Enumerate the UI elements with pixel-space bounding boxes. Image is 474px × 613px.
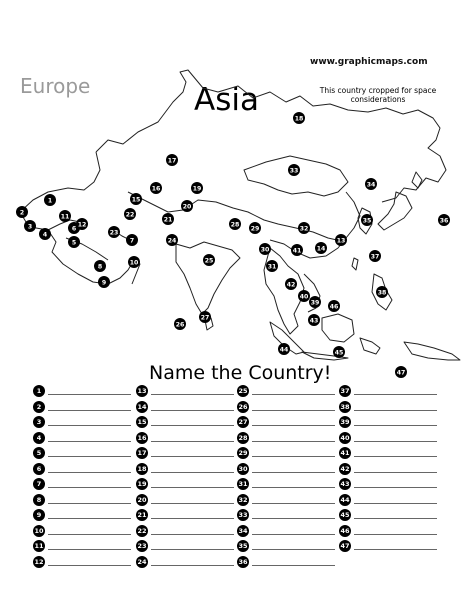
answer-line[interactable] xyxy=(252,518,335,519)
answer-line[interactable] xyxy=(151,534,234,535)
number-badge: 8 xyxy=(33,494,45,506)
answer-line[interactable] xyxy=(354,534,437,535)
number-badge: 26 xyxy=(238,402,248,411)
answer-row[interactable] xyxy=(237,416,337,428)
number-badge: 34 xyxy=(238,526,248,535)
answer-line[interactable] xyxy=(252,394,335,395)
answer-row[interactable] xyxy=(339,494,439,506)
map-marker-label: 30 xyxy=(260,246,270,254)
answer-line[interactable] xyxy=(48,503,131,504)
answer-row[interactable] xyxy=(33,556,133,568)
answer-line[interactable] xyxy=(48,518,131,519)
answer-row[interactable] xyxy=(136,416,236,428)
answer-row[interactable] xyxy=(33,525,133,537)
answer-line[interactable] xyxy=(151,503,234,504)
answer-row[interactable] xyxy=(33,540,133,552)
number-badge: 15 xyxy=(137,418,147,426)
answer-line[interactable] xyxy=(48,534,131,535)
number-badge: 7 xyxy=(33,478,45,490)
number-badge: 20 xyxy=(137,495,147,504)
map-marker-label: 20 xyxy=(182,203,192,211)
answer-line[interactable] xyxy=(354,441,437,442)
number-badge: 14 xyxy=(137,402,147,411)
answer-row[interactable] xyxy=(136,385,236,397)
map-marker-label: 31 xyxy=(267,263,277,271)
map-marker-label: 36 xyxy=(439,217,449,225)
answer-line[interactable] xyxy=(354,425,437,426)
answer-row[interactable] xyxy=(136,525,236,537)
answer-line[interactable] xyxy=(151,425,234,426)
answer-line[interactable] xyxy=(354,472,437,473)
map-marker-label: 16 xyxy=(151,185,161,193)
number-badge: 45 xyxy=(340,511,350,519)
number-badge: 31 xyxy=(238,480,248,488)
number-badge: 22 xyxy=(137,526,147,535)
map-marker-label: 46 xyxy=(329,303,339,311)
number-badge: 16 xyxy=(137,433,147,442)
map-marker-label: 41 xyxy=(292,247,302,255)
answer-row[interactable] xyxy=(339,540,439,552)
number-badge: 21 xyxy=(137,511,147,519)
answer-row[interactable] xyxy=(339,478,439,490)
answer-row[interactable] xyxy=(237,509,337,521)
answer-row[interactable] xyxy=(136,401,236,413)
number-badge: 33 xyxy=(238,511,248,519)
answer-line[interactable] xyxy=(151,565,234,566)
answer-line[interactable] xyxy=(354,410,437,411)
source-url: www.graphicmaps.com xyxy=(310,57,428,67)
number-badge: 37 xyxy=(340,387,350,395)
answer-row[interactable] xyxy=(136,540,236,552)
answer-row[interactable] xyxy=(33,478,133,490)
map-marker-label: 23 xyxy=(109,229,119,237)
map-marker-label: 40 xyxy=(299,293,309,301)
map-marker-label: 37 xyxy=(370,253,380,261)
answer-row[interactable] xyxy=(136,463,236,475)
answer-line[interactable] xyxy=(48,472,131,473)
answer-line[interactable] xyxy=(151,487,234,488)
answer-row[interactable] xyxy=(136,447,236,459)
answer-line[interactable] xyxy=(354,549,437,550)
map-marker-label: 38 xyxy=(377,289,387,297)
number-badge: 5 xyxy=(33,447,45,459)
map-title: Asia xyxy=(194,82,259,118)
answer-line[interactable] xyxy=(151,518,234,519)
answer-line[interactable] xyxy=(48,565,131,566)
worksheet-heading: Name the Country! xyxy=(149,362,332,384)
answer-row[interactable] xyxy=(237,447,337,459)
answer-line[interactable] xyxy=(354,518,437,519)
answer-row[interactable] xyxy=(33,463,133,475)
europe-label: Europe xyxy=(20,74,91,98)
answer-line[interactable] xyxy=(151,456,234,457)
answer-row[interactable] xyxy=(237,432,337,444)
map-marker-label: 3 xyxy=(27,223,33,231)
number-badge: 27 xyxy=(238,418,248,426)
answer-line[interactable] xyxy=(151,394,234,395)
answer-row[interactable] xyxy=(237,494,337,506)
map-marker-label: 47 xyxy=(396,369,406,377)
answer-line[interactable] xyxy=(151,410,234,411)
answer-row[interactable] xyxy=(237,463,337,475)
answer-line[interactable] xyxy=(252,549,335,550)
answer-row[interactable] xyxy=(339,525,439,537)
answer-grid xyxy=(33,385,443,566)
map-marker-label: 33 xyxy=(289,167,299,175)
answer-line[interactable] xyxy=(48,410,131,411)
answer-line[interactable] xyxy=(252,472,335,473)
number-badge: 35 xyxy=(238,542,248,550)
answer-line[interactable] xyxy=(354,456,437,457)
answer-row[interactable] xyxy=(237,385,337,397)
answer-line[interactable] xyxy=(252,456,335,457)
answer-row[interactable] xyxy=(339,416,439,428)
answer-line[interactable] xyxy=(48,487,131,488)
number-badge: 3 xyxy=(33,416,45,428)
number-badge: 19 xyxy=(137,480,147,488)
answer-row[interactable] xyxy=(339,432,439,444)
number-badge: 41 xyxy=(340,449,350,457)
map-marker-label: 11 xyxy=(60,213,70,221)
answer-line[interactable] xyxy=(252,487,335,488)
number-badge: 12 xyxy=(34,557,44,566)
map-marker-label: 35 xyxy=(362,217,372,225)
answer-row[interactable] xyxy=(339,401,439,413)
map-marker-label: 8 xyxy=(97,263,103,271)
answer-line[interactable] xyxy=(151,441,234,442)
answer-row[interactable] xyxy=(136,432,236,444)
answer-row[interactable] xyxy=(33,494,133,506)
number-badge: 2 xyxy=(33,401,45,413)
number-badge: 40 xyxy=(340,433,350,442)
number-badge: 17 xyxy=(137,449,147,457)
map-marker-label: 10 xyxy=(129,259,139,267)
answer-row[interactable] xyxy=(136,478,236,490)
map-marker-label: 4 xyxy=(42,231,48,239)
number-badge: 11 xyxy=(34,542,44,550)
answer-row[interactable] xyxy=(136,509,236,521)
answer-line[interactable] xyxy=(252,565,335,566)
answer-line[interactable] xyxy=(252,503,335,504)
map-marker-label: 7 xyxy=(129,237,135,245)
answer-line[interactable] xyxy=(151,549,234,550)
number-badge: 9 xyxy=(33,509,45,521)
answer-row[interactable] xyxy=(237,556,337,568)
number-badge: 47 xyxy=(340,542,350,550)
map-marker-label: 6 xyxy=(71,225,77,233)
answer-row[interactable] xyxy=(33,509,133,521)
number-badge: 24 xyxy=(137,557,147,566)
answer-row[interactable] xyxy=(339,385,439,397)
answer-row[interactable] xyxy=(33,447,133,459)
number-badge: 39 xyxy=(340,418,350,426)
map-marker-label: 32 xyxy=(299,225,309,233)
map-marker-label: 9 xyxy=(101,279,107,287)
number-badge: 42 xyxy=(340,464,350,473)
map-marker-label: 21 xyxy=(163,216,173,224)
answer-line[interactable] xyxy=(252,410,335,411)
number-badge: 25 xyxy=(238,387,248,395)
answer-line[interactable] xyxy=(354,487,437,488)
number-badge: 6 xyxy=(33,463,45,475)
map-marker-label: 44 xyxy=(279,346,289,354)
number-badge: 38 xyxy=(340,402,350,411)
answer-row[interactable] xyxy=(237,540,337,552)
answer-row[interactable] xyxy=(33,432,133,444)
map-marker-label: 18 xyxy=(294,115,304,123)
number-badge: 10 xyxy=(34,526,44,535)
map-marker-label: 2 xyxy=(19,209,25,217)
answer-row[interactable] xyxy=(237,478,337,490)
answer-line[interactable] xyxy=(48,456,131,457)
map-marker-label: 42 xyxy=(286,281,296,289)
answer-line[interactable] xyxy=(354,503,437,504)
answer-row[interactable] xyxy=(339,509,439,521)
map-marker-label: 24 xyxy=(167,237,177,245)
answer-row[interactable] xyxy=(237,525,337,537)
map-marker-label: 12 xyxy=(77,221,87,229)
answer-row[interactable] xyxy=(237,401,337,413)
number-badge: 4 xyxy=(33,432,45,444)
answer-row[interactable] xyxy=(136,494,236,506)
answer-row[interactable] xyxy=(33,416,133,428)
answer-row[interactable] xyxy=(339,447,439,459)
answer-line[interactable] xyxy=(252,425,335,426)
map-marker-label: 25 xyxy=(204,257,214,265)
map-marker-label: 26 xyxy=(175,321,185,329)
map-marker-label: 13 xyxy=(336,237,346,245)
map-marker-label: 28 xyxy=(230,221,240,229)
map-marker-label: 45 xyxy=(334,349,344,357)
answer-line[interactable] xyxy=(354,394,437,395)
map-marker-label: 5 xyxy=(71,239,77,247)
number-badge: 46 xyxy=(340,526,350,535)
number-badge: 23 xyxy=(137,542,147,550)
number-badge: 30 xyxy=(238,464,248,473)
number-badge: 36 xyxy=(238,557,248,566)
answer-row[interactable] xyxy=(339,463,439,475)
answer-line[interactable] xyxy=(151,472,234,473)
number-badge: 1 xyxy=(33,385,45,397)
answer-line[interactable] xyxy=(48,441,131,442)
number-badge: 18 xyxy=(137,464,147,473)
number-badge: 44 xyxy=(340,495,350,504)
map-marker-label: 19 xyxy=(192,185,202,193)
map-marker-label: 39 xyxy=(310,299,320,307)
number-badge: 43 xyxy=(340,480,350,488)
answer-row[interactable] xyxy=(33,401,133,413)
map-marker-label: 27 xyxy=(200,314,210,322)
cropped-note: This country cropped for space considerations xyxy=(319,86,437,104)
map-marker-label: 43 xyxy=(309,317,319,325)
map-marker-label: 29 xyxy=(250,225,260,233)
number-badge: 29 xyxy=(238,449,248,457)
answer-row[interactable] xyxy=(33,385,133,397)
map-marker-label: 15 xyxy=(131,196,141,204)
answer-line[interactable] xyxy=(48,425,131,426)
answer-line[interactable] xyxy=(252,441,335,442)
answer-line[interactable] xyxy=(48,549,131,550)
map-marker-label: 34 xyxy=(366,181,376,189)
number-badge: 13 xyxy=(137,387,147,395)
number-badge: 28 xyxy=(238,433,248,442)
map-marker-label: 17 xyxy=(167,157,177,165)
answer-row[interactable] xyxy=(136,556,236,568)
map-marker-label: 22 xyxy=(125,211,135,219)
answer-line[interactable] xyxy=(48,394,131,395)
map-marker-label: 14 xyxy=(316,245,326,253)
answer-line[interactable] xyxy=(252,534,335,535)
number-badge: 32 xyxy=(238,495,248,504)
map-marker-label: 1 xyxy=(47,197,53,205)
